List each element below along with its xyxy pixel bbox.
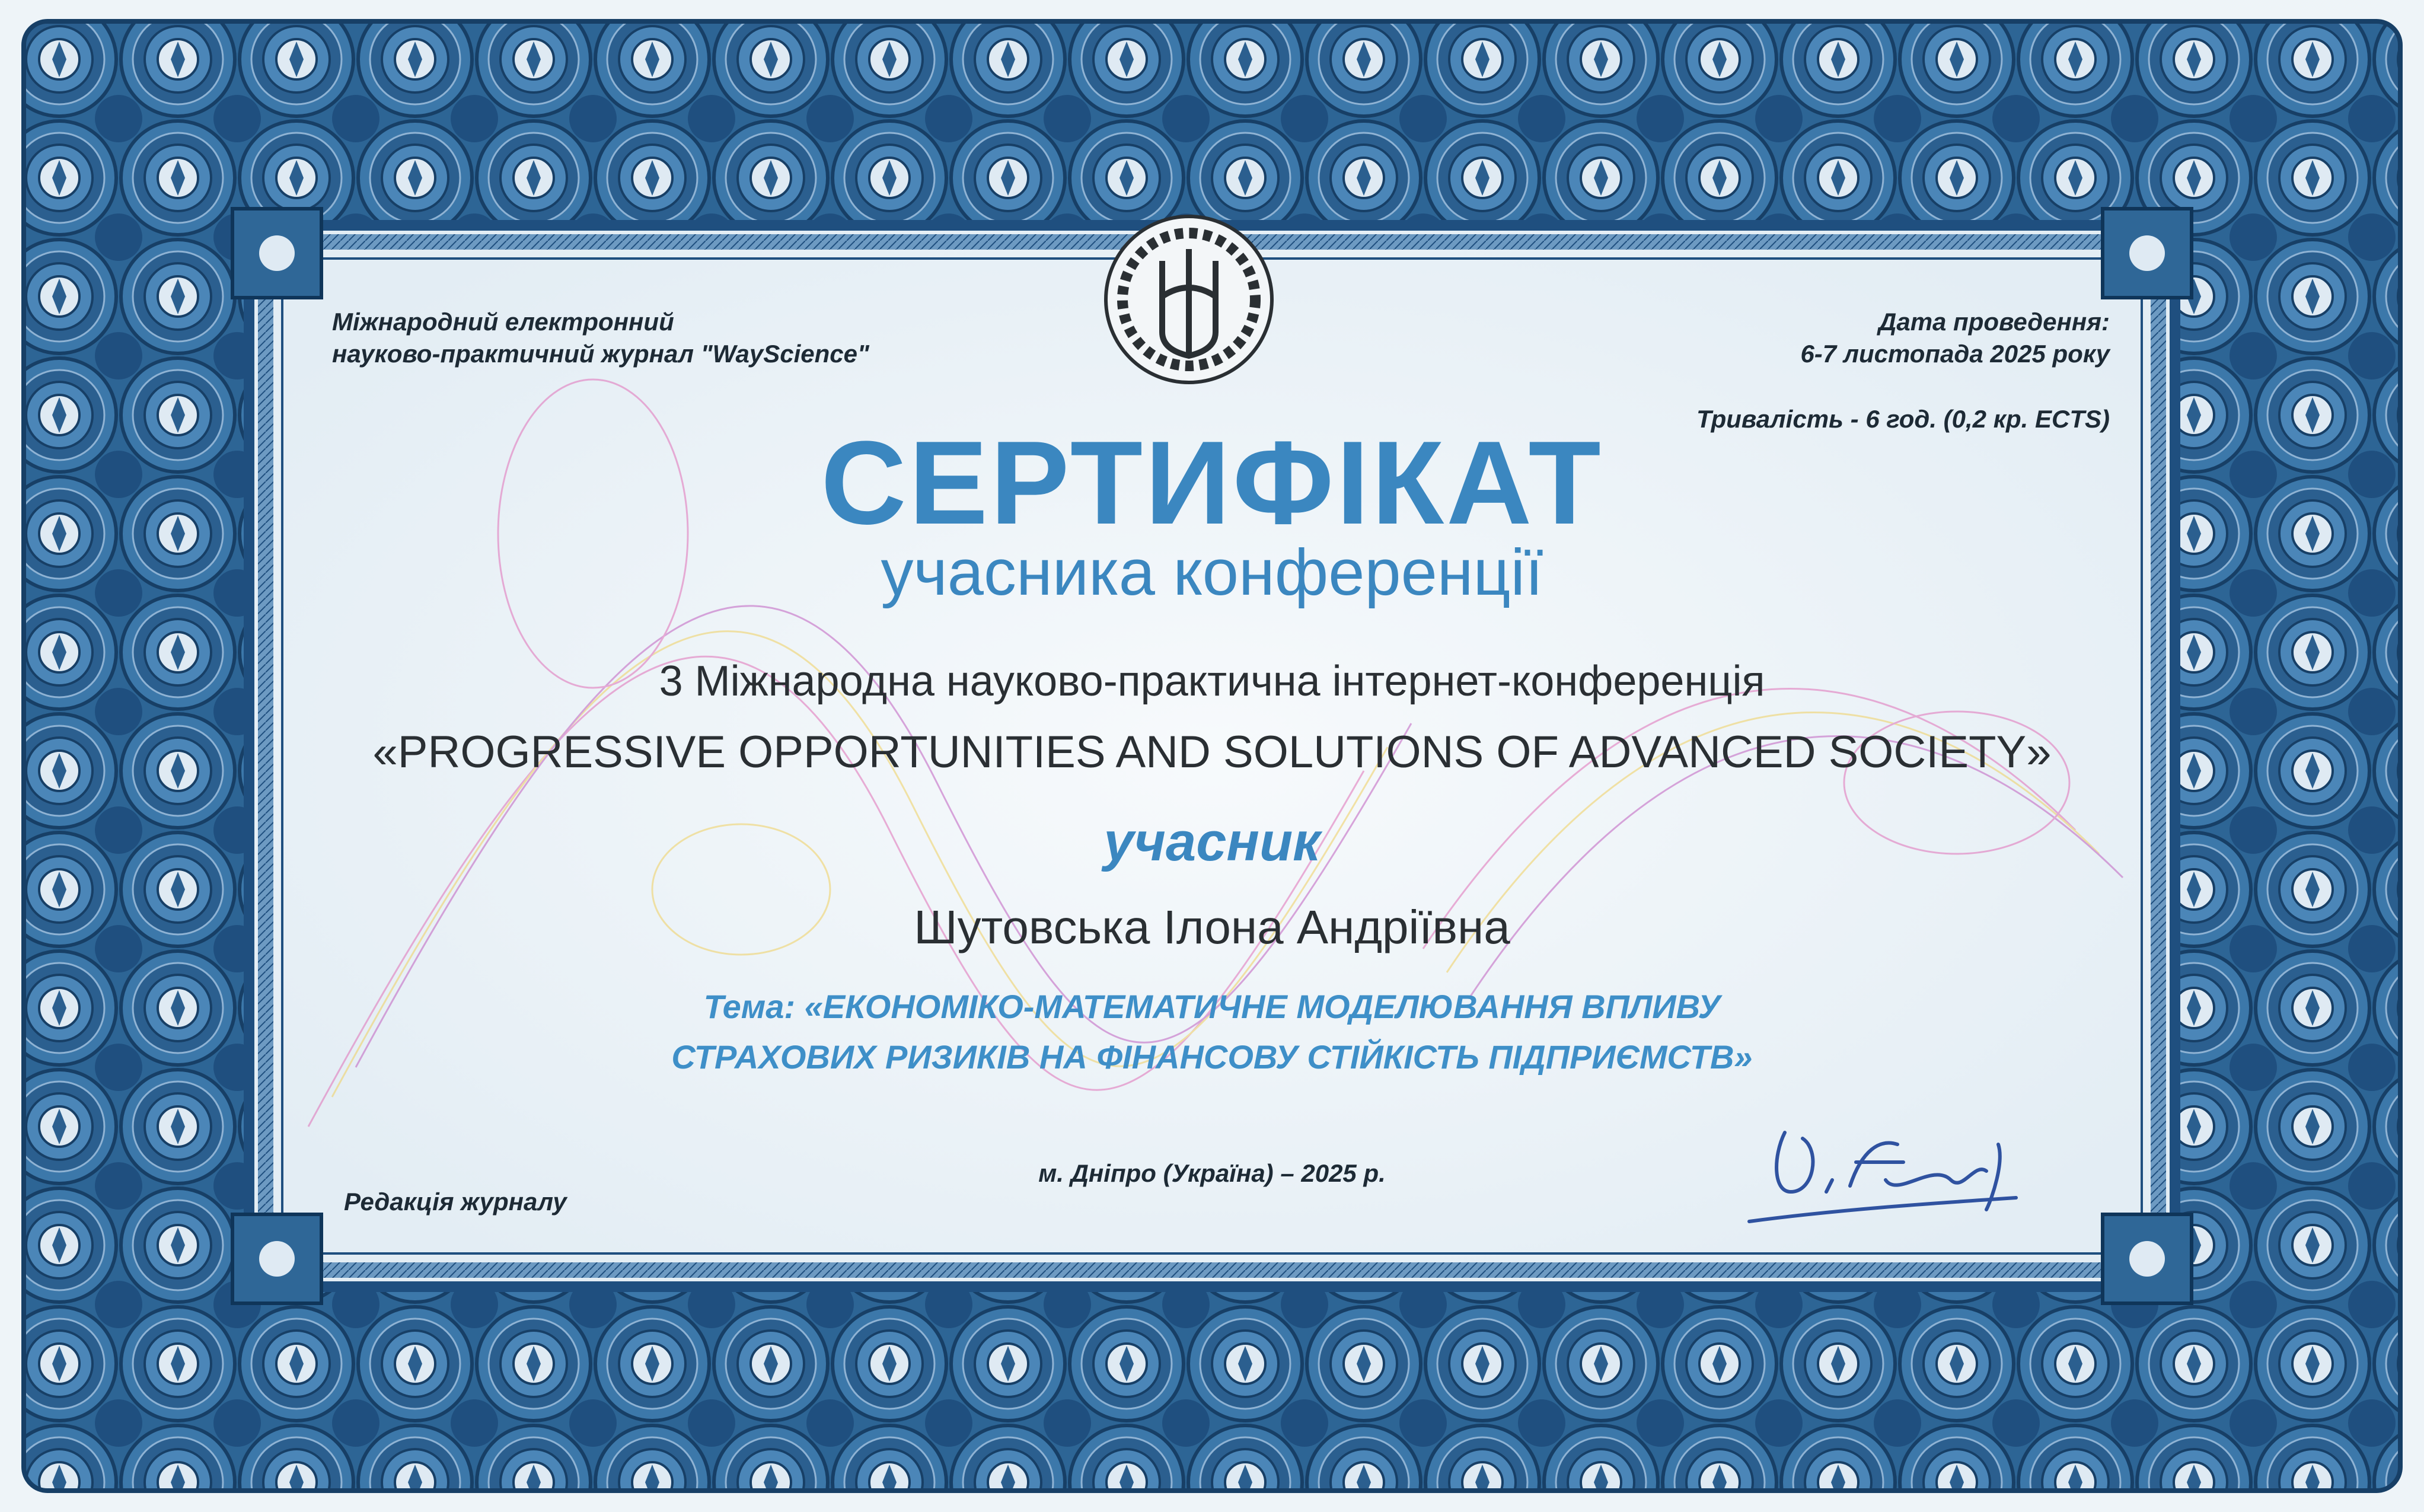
journal-line1: Міжнародний електронний bbox=[332, 308, 674, 336]
topic-line1: Тема: «ЕКОНОМІКО-МАТЕМАТИЧНЕ МОДЕЛЮВАННЯ ВПЛИВУ bbox=[703, 988, 1721, 1025]
certificate-title: СЕРТИФІКАТ bbox=[821, 417, 1603, 549]
conference-name-line2: «PROGRESSIVE OPPORTUNITIES AND SOLUTIONS OF ADVANCED SOCIETY» bbox=[372, 727, 2052, 777]
conference-name-line1: 3 Міжнародна науково-практична інтернет-конференція bbox=[659, 658, 1765, 705]
event-duration: Тривалість - 6 год. (0,2 кр. ECTS) bbox=[1696, 405, 2110, 433]
participant-role: учасник bbox=[1103, 812, 1321, 872]
certificate-subtitle: учасника конференції bbox=[881, 536, 1543, 609]
participant-name: Шутовська Ілона Андріївна bbox=[914, 901, 1510, 953]
journal-name bbox=[332, 306, 869, 370]
event-dates bbox=[1800, 306, 2110, 370]
date-value: 6-7 листопада 2025 року bbox=[1800, 339, 2110, 368]
topic-line2: СТРАХОВИХ РИЗИКІВ НА ФІНАНСОВУ СТІЙКІСТЬ ПІДПРИЄМСТВ» bbox=[671, 1038, 1753, 1076]
ukraine-trident-emblem-icon bbox=[1106, 216, 1272, 382]
date-label: Дата проведення: bbox=[1878, 308, 2110, 336]
journal-line2: науково-практичний журнал "WayScience" bbox=[332, 339, 869, 368]
place-year: м. Дніпро (Україна) – 2025 р. bbox=[1038, 1159, 1386, 1187]
editorial-label: Редакція журналу bbox=[344, 1188, 567, 1216]
